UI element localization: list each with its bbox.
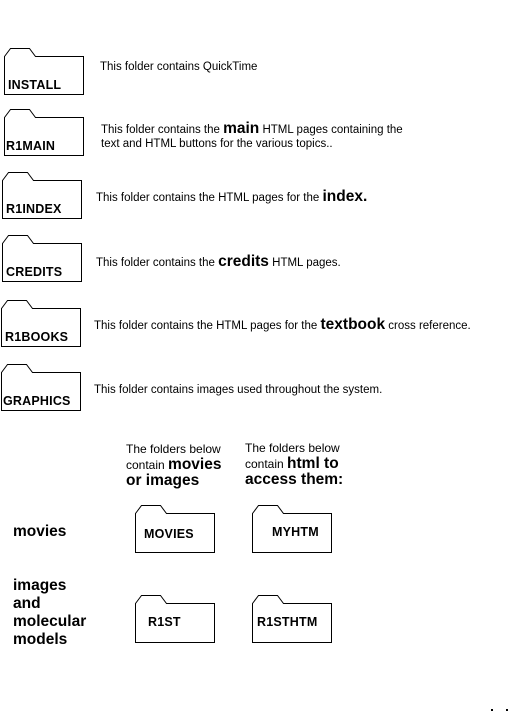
row-label-line: images	[13, 577, 67, 594]
desc-text: This folder contains the	[96, 257, 219, 269]
folder-r1books-icon	[1, 300, 81, 347]
folder-label: GRAPHICS	[3, 394, 71, 408]
desc-emphasis: index.	[322, 188, 368, 205]
folder-install-icon	[4, 48, 84, 95]
desc-text: HTML pages containing the	[259, 124, 403, 136]
row-label-line: and	[13, 595, 41, 612]
header-emphasis: html to	[287, 455, 339, 472]
desc-text: cross reference.	[385, 320, 471, 332]
desc-emphasis: textbook	[320, 316, 386, 333]
header-emphasis: movies	[168, 456, 222, 473]
row-label-movies: movies	[13, 523, 67, 540]
folder-label: R1BOOKS	[5, 330, 69, 344]
row-label-images	[13, 577, 86, 649]
header-line: contain	[126, 458, 169, 472]
folder-movies-icon	[135, 505, 215, 553]
header-line: or images	[126, 472, 200, 489]
folder-label: CREDITS	[6, 265, 63, 279]
header-line: contain	[245, 457, 288, 471]
folder-label: R1MAIN	[6, 139, 56, 153]
desc-text: HTML pages.	[268, 257, 341, 269]
folder-label: R1STHTM	[257, 615, 318, 629]
header-line: access them:	[245, 471, 344, 488]
desc-emphasis: main	[223, 120, 260, 137]
description-r1books	[94, 318, 471, 333]
header-left	[126, 441, 221, 489]
folder-label: MOVIES	[144, 527, 194, 541]
description-r1main	[101, 122, 403, 151]
folder-label: R1INDEX	[6, 202, 62, 216]
description-r1index	[96, 190, 367, 205]
corner-mark	[506, 709, 508, 711]
header-line: The folders below	[245, 441, 340, 455]
desc-emphasis: credits	[218, 253, 269, 270]
description-graphics: This folder contains images used throughout the system.	[94, 384, 383, 396]
folder-myhtm-icon	[252, 505, 332, 553]
folder-label: MYHTM	[272, 525, 319, 539]
folder-credits-icon	[2, 235, 82, 282]
desc-text: This folder contains the HTML pages for the	[96, 192, 323, 204]
desc-text: This folder contains the HTML pages for the	[94, 320, 321, 332]
folder-label: R1ST	[148, 615, 181, 629]
folder-r1main-icon	[4, 109, 84, 156]
folder-graphics-icon	[1, 364, 81, 411]
row-label-line: molecular	[13, 613, 87, 630]
folder-r1index-icon	[2, 172, 82, 219]
desc-text: text and HTML buttons for the various topics..	[101, 138, 333, 150]
description-install: This folder contains QuickTime	[100, 61, 258, 73]
header-right	[245, 440, 343, 488]
desc-text: This folder contains the	[101, 124, 224, 136]
folder-r1st-icon	[135, 595, 215, 643]
corner-mark	[491, 709, 493, 711]
folder-label: INSTALL	[8, 78, 62, 92]
folder-r1sthtm-icon	[252, 595, 332, 643]
header-line: The folders below	[126, 442, 221, 456]
row-label-line: models	[13, 631, 68, 648]
description-credits	[96, 255, 341, 270]
